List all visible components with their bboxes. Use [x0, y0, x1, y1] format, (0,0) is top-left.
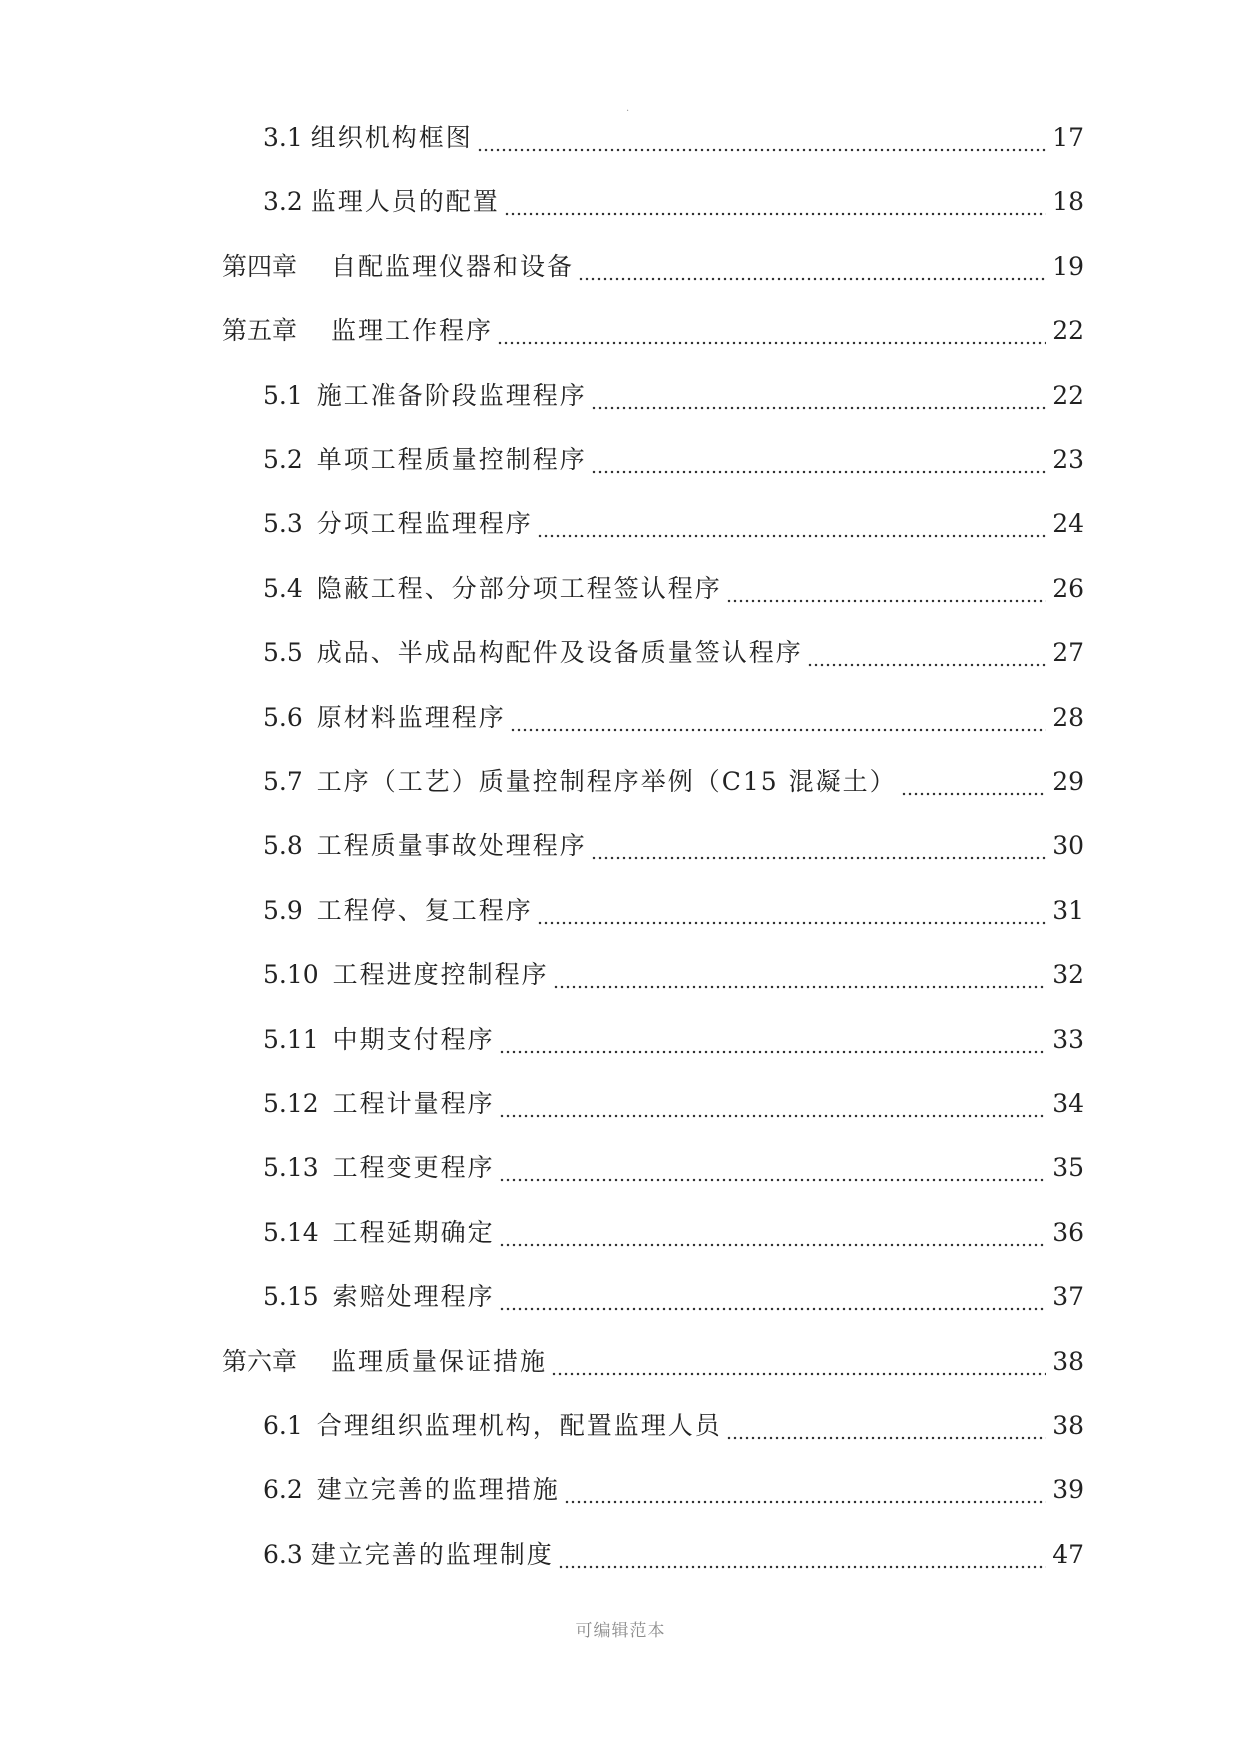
toc-entry[interactable]	[263, 440, 1084, 480]
toc-entry-title: 工程变更程序	[332, 1153, 495, 1182]
toc-entry-title: 工序（工艺）质量控制程序举例（C15 混凝土）	[316, 767, 897, 796]
toc-entry-page: 37	[1052, 1282, 1084, 1311]
toc-entry-number: 5.10	[263, 960, 319, 989]
toc-entry-number: 第五章	[222, 316, 298, 345]
toc-entry[interactable]	[263, 1535, 1084, 1575]
toc-entry-number: 5.14	[263, 1218, 319, 1247]
toc-entry-page: 23	[1052, 445, 1084, 474]
toc-entry-title: 中期支付程序	[332, 1025, 495, 1054]
toc-entry-title: 建立完善的监理措施	[316, 1475, 560, 1504]
toc-entry-number: 5.7	[263, 767, 303, 796]
toc-entry-page: 30	[1052, 831, 1084, 860]
toc-dot-leader	[499, 1084, 1046, 1124]
toc-dot-leader	[504, 182, 1046, 222]
toc-entry-number: 5.8	[263, 831, 303, 860]
toc-entry-title: 分项工程监理程序	[316, 509, 533, 538]
toc-entry-number: 6.1	[263, 1411, 303, 1440]
toc-entry-title: 监理人员的配置	[310, 187, 500, 216]
toc-entry[interactable]	[263, 1084, 1084, 1124]
toc-dot-leader	[726, 569, 1046, 609]
toc-entry-page: 31	[1052, 896, 1084, 925]
toc-dot-leader	[499, 1148, 1046, 1188]
toc-entry[interactable]	[263, 1277, 1084, 1317]
toc-entry-page: 27	[1052, 638, 1084, 667]
toc-entry-page: 22	[1052, 316, 1084, 345]
toc-entry-title: 工程质量事故处理程序	[316, 831, 587, 860]
toc-entry-number: 5.3	[263, 509, 303, 538]
toc-entry-title: 索赔处理程序	[332, 1282, 495, 1311]
toc-entry-title: 原材料监理程序	[316, 703, 506, 732]
toc-entry-number: 5.13	[263, 1153, 319, 1182]
toc-dot-leader	[499, 1213, 1046, 1253]
toc-entry-number: 5.2	[263, 445, 303, 474]
toc-entry-page: 29	[1052, 767, 1084, 796]
toc-entry[interactable]	[263, 182, 1084, 222]
toc-entry-number: 3.2	[263, 187, 303, 216]
toc-entry[interactable]	[263, 1020, 1084, 1060]
toc-entry-number: 第四章	[222, 252, 298, 281]
toc-dot-leader	[578, 247, 1046, 287]
toc-entry-title: 工程进度控制程序	[332, 960, 549, 989]
toc-entry-title: 工程延期确定	[332, 1218, 495, 1247]
toc-entry[interactable]	[222, 1342, 1084, 1382]
page-footer: 可编辑范本	[575, 1621, 666, 1641]
toc-entry[interactable]	[263, 118, 1084, 158]
toc-dot-leader	[901, 762, 1046, 802]
toc-dot-leader	[553, 955, 1046, 995]
toc-dot-leader	[591, 376, 1046, 416]
toc-entry-page: 47	[1052, 1540, 1084, 1569]
toc-entry-title: 成品、半成品构配件及设备质量签认程序	[316, 638, 803, 667]
toc-entry-number: 6.3	[263, 1540, 303, 1569]
toc-entry[interactable]	[263, 955, 1084, 995]
toc-dot-leader	[477, 118, 1046, 158]
toc-entry[interactable]	[263, 826, 1084, 866]
toc-entry-title: 工程停、复工程序	[316, 896, 533, 925]
toc-entry-title: 单项工程质量控制程序	[316, 445, 587, 474]
toc-entry-page: 39	[1052, 1475, 1084, 1504]
toc-dot-leader	[591, 826, 1046, 866]
toc-entry-number: 5.6	[263, 703, 303, 732]
toc-entry-title: 合理组织监理机构，配置监理人员	[316, 1411, 722, 1440]
toc-entry-page: 38	[1052, 1411, 1084, 1440]
toc-entry-number: 5.12	[263, 1089, 319, 1118]
toc-entry-number: 5.15	[263, 1282, 319, 1311]
toc-entry-number: 6.2	[263, 1475, 303, 1504]
toc-entry[interactable]	[263, 1213, 1084, 1253]
toc-dot-leader	[551, 1342, 1046, 1382]
toc-entry[interactable]	[263, 633, 1084, 673]
toc-entry-page: 35	[1052, 1153, 1084, 1182]
toc-dot-leader	[807, 633, 1046, 673]
toc-entry[interactable]	[263, 1148, 1084, 1188]
toc-entry-page: 38	[1052, 1347, 1084, 1376]
toc-dot-leader	[537, 891, 1046, 931]
toc-entry-title: 监理工作程序	[331, 316, 494, 345]
toc-entry[interactable]	[263, 698, 1084, 738]
toc-dot-leader	[510, 698, 1046, 738]
toc-entry[interactable]	[263, 891, 1084, 931]
toc-entry-page: 34	[1052, 1089, 1084, 1118]
header-mark: .	[626, 103, 630, 114]
toc-entry-title: 隐蔽工程、分部分项工程签认程序	[316, 574, 722, 603]
toc-entry[interactable]	[263, 504, 1084, 544]
toc-entry-title: 监理质量保证措施	[331, 1347, 548, 1376]
toc-dot-leader	[591, 440, 1046, 480]
toc-entry-number: 5.5	[263, 638, 303, 667]
toc-entry-number: 5.9	[263, 896, 303, 925]
toc-entry-page: 24	[1052, 509, 1084, 538]
toc-entry-page: 26	[1052, 574, 1084, 603]
toc-entry-title: 工程计量程序	[332, 1089, 495, 1118]
toc-entry-page: 32	[1052, 960, 1084, 989]
toc-entry-page: 33	[1052, 1025, 1084, 1054]
toc-entry-title: 建立完善的监理制度	[310, 1540, 554, 1569]
toc-entry[interactable]	[263, 569, 1084, 609]
toc-entry[interactable]	[263, 1470, 1084, 1510]
toc-entry-number: 第六章	[222, 1347, 298, 1376]
toc-entry-number: 5.4	[263, 574, 303, 603]
toc-entry-number: 3.1	[263, 123, 303, 152]
toc-entry[interactable]	[263, 1406, 1084, 1446]
toc-entry-title: 自配监理仪器和设备	[331, 252, 575, 281]
toc-entry-number: 5.11	[263, 1025, 319, 1054]
toc-entry-page: 36	[1052, 1218, 1084, 1247]
toc-entry[interactable]	[222, 311, 1084, 351]
toc-entry-number: 5.1	[263, 381, 303, 410]
toc-entry-page: 18	[1052, 187, 1084, 216]
toc-dot-leader	[564, 1470, 1046, 1510]
toc-entry-page: 22	[1052, 381, 1084, 410]
toc-dot-leader	[537, 504, 1046, 544]
toc-entry[interactable]	[222, 247, 1084, 287]
toc-dot-leader	[499, 1277, 1046, 1317]
toc-entry-page: 19	[1052, 252, 1084, 281]
toc-entry-page: 28	[1052, 703, 1084, 732]
toc-dot-leader	[726, 1406, 1046, 1446]
toc-dot-leader	[497, 311, 1046, 351]
toc-entry-page: 17	[1052, 123, 1084, 152]
toc-entry[interactable]	[263, 376, 1084, 416]
toc-entry[interactable]	[263, 762, 1084, 802]
toc-entry-title: 组织机构框图	[310, 123, 473, 152]
toc-dot-leader	[499, 1020, 1046, 1060]
toc-dot-leader	[558, 1535, 1046, 1575]
toc-entry-title: 施工准备阶段监理程序	[316, 381, 587, 410]
